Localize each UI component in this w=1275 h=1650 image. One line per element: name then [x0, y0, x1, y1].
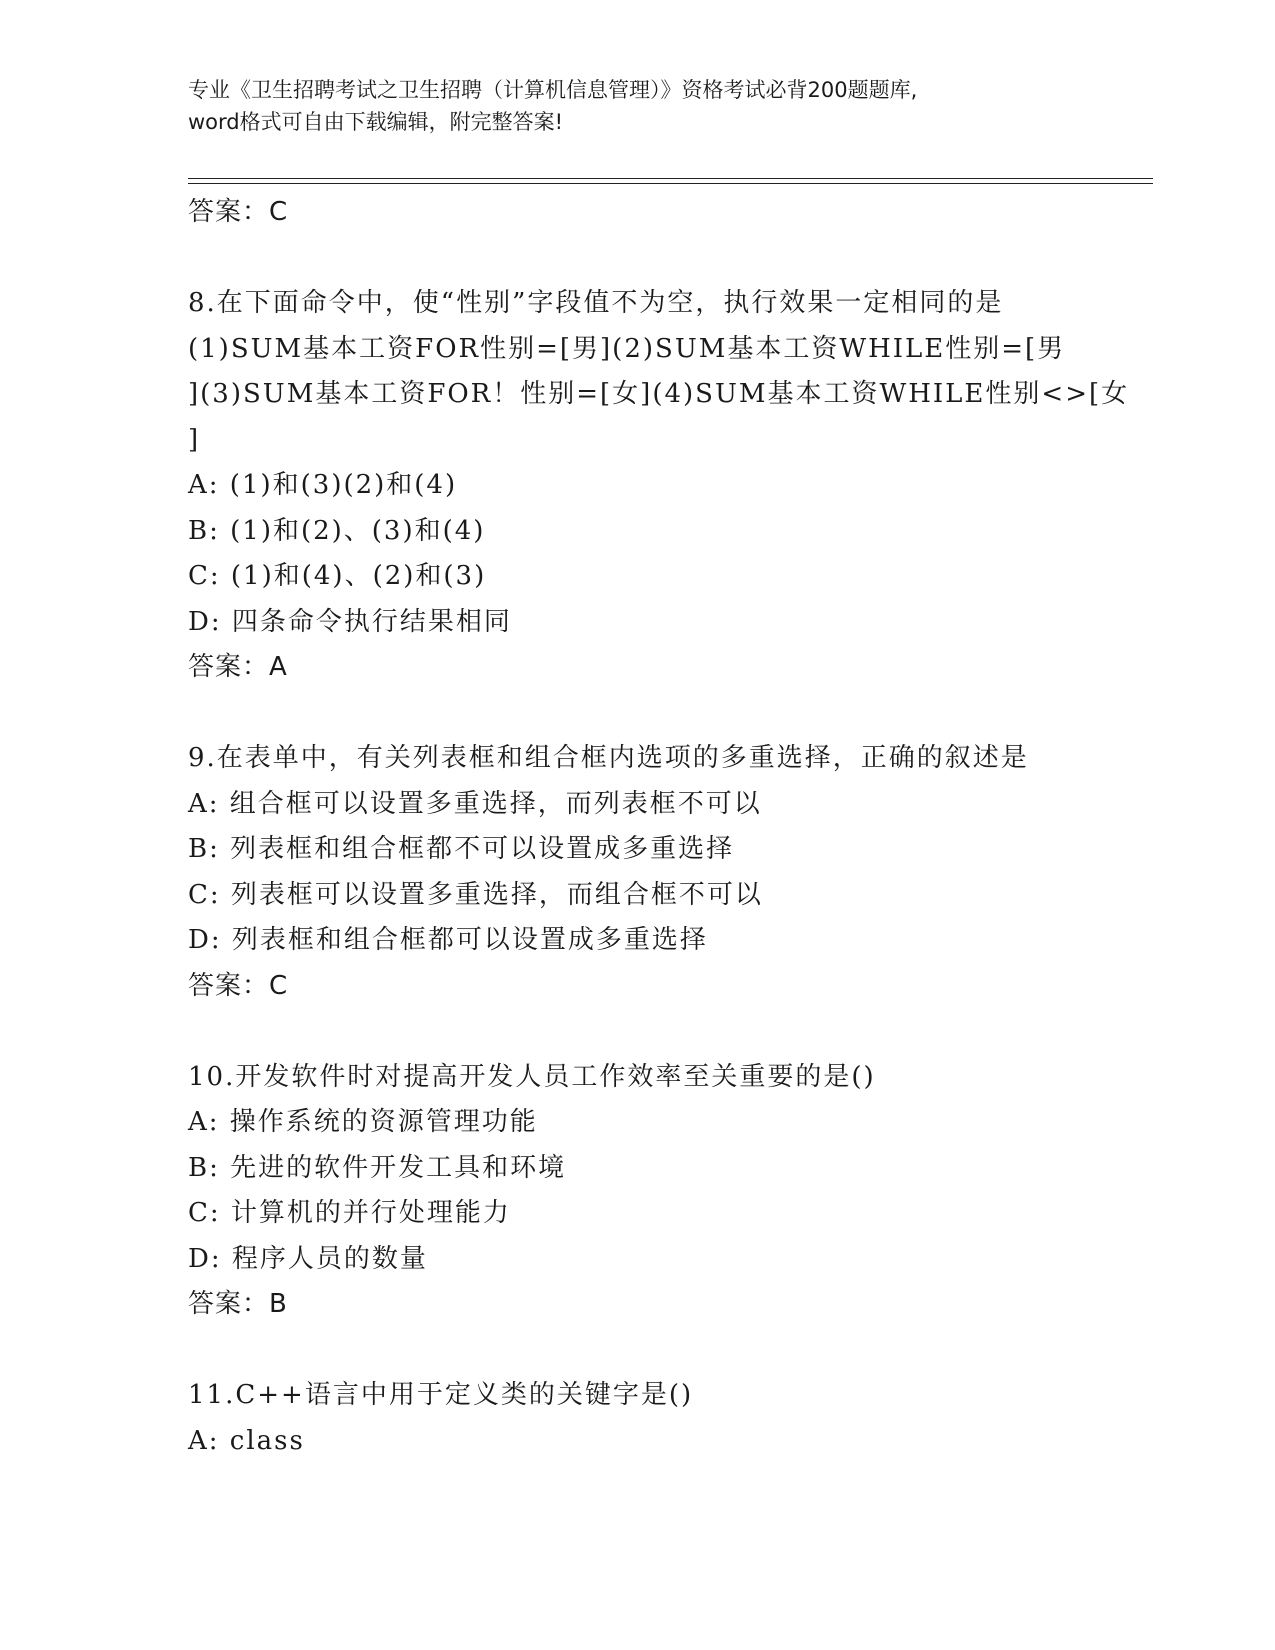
spacer [188, 691, 1088, 737]
option-b: B: 先进的软件开发工具和环境 [188, 1152, 567, 1183]
option-c: C: 计算机的并行处理能力 [188, 1198, 511, 1228]
question-stem: ](3)SUM基本工资FOR！性别=[女](4)SUM基本工资WHILE性别<>[女 [188, 379, 1130, 409]
option-b: B: 列表框和组合框都不可以设置成多重选择 [188, 834, 735, 864]
option-d: D: 四条命令执行结果相同 [188, 606, 512, 637]
header-divider-bottom [188, 183, 1153, 184]
option-a: A: 操作系统的资源管理功能 [188, 1107, 538, 1137]
header-title-line-1: 专业《卫生招聘考试之卫生招聘（计算机信息管理）》资格考试必背200题题库, [188, 78, 918, 102]
question-block [188, 1055, 1088, 1328]
question-stem: (1)SUM基本工资FOR性别=[男](2)SUM基本工资WHILE性别=[男 [188, 333, 1066, 364]
header-divider-top [188, 178, 1153, 179]
question-block [188, 736, 1088, 1009]
answer-line: 答案：B [188, 1289, 288, 1319]
answer-line: 答案：C [188, 970, 289, 1001]
option-a: A: (1)和(3)(2)和(4) [188, 470, 458, 500]
spacer [188, 1009, 1088, 1055]
question-stem: 9.在表单中，有关列表框和组合框内选项的多重选择，正确的叙述是 [188, 743, 1029, 773]
option-c: C: (1)和(4)、(2)和(3) [188, 561, 487, 591]
answer-line: 答案：C [188, 197, 289, 227]
answer-line: 答案：A [188, 652, 288, 682]
question-list [188, 190, 1130, 1464]
option-c: C: 列表框可以设置多重选择，而组合框不可以 [188, 879, 763, 910]
question-stem: 11.C++语言中用于定义类的关键字是() [188, 1380, 694, 1410]
question-block [188, 1373, 1088, 1464]
question-stem: 10.开发软件时对提高开发人员工作效率至关重要的是() [188, 1061, 876, 1092]
option-a: A: class [188, 1425, 305, 1456]
question-stem: 8.在下面命令中，使“性别”字段值不为空，执行效果一定相同的是 [188, 288, 1004, 318]
spacer [188, 1328, 1088, 1374]
document-header [188, 74, 1088, 138]
option-b: B: (1)和(2)、(3)和(4) [188, 515, 486, 546]
question-stem: ] [188, 424, 201, 455]
option-d: D: 列表框和组合框都可以设置成多重选择 [188, 925, 708, 955]
option-d: D: 程序人员的数量 [188, 1243, 428, 1274]
spacer [188, 236, 1088, 282]
question-block [188, 281, 1130, 691]
option-a: A: 组合框可以设置多重选择，而列表框不可以 [188, 788, 762, 819]
header-title-line-2: word格式可自由下载编辑，附完整答案! [188, 110, 564, 134]
